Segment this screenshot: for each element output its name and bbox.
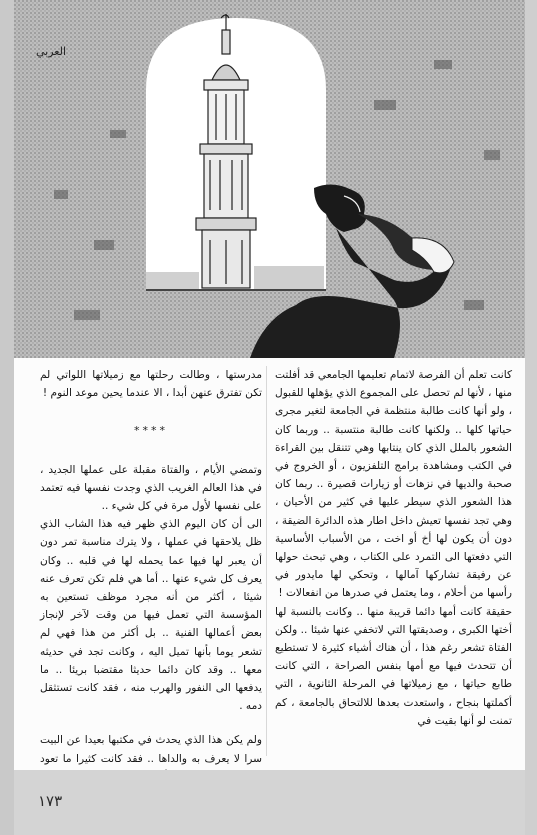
text-column-left — [40, 366, 262, 786]
right-margin-band — [525, 0, 537, 835]
paragraph: كانت تعلم أن الفرصة لاتمام تعليمها الجامعي قد أفلتت منها ، لأنها لم تحصل على المجموع الذي يؤهلها للقبول ، ولو أنها كانت طالبة منتظمة في الجامعة لتغير مجرى حياتها كلها .. ولكنها كانت طالبة منتسبة .. وربما كان الشعور بالملل الذي كان ينتابها وهي تتنقل بين القراءة في الكتب ومشاهدة برامج التلفزيون ، أو الخروج في صحبة والديها في نزهات أو زيارات قصيرة .. ربما كان هذا الشعور الذي سيطر عليها في كثير من الأحيان ، وهي تجد نفسها تعيش داخل اطار هذه الدائرة الضيقة ، دون أن يكون لها أخ أو اخت ، من الأسباب الأساسية التي دفعتها الى التمرد على الكتاب ، وهي تبحث حولها عن رفيقة تشاركها آمالها ، وتحكي لها مايدور في رأسها من أحلام ، وما يعتمل في صدرها من انفعالات ! — [275, 369, 512, 600]
left-margin-band — [0, 0, 14, 835]
paragraph: حقيقة كانت أمها دائما قريبة منها .. وكانت بالنسبة لها أختها الكبرى ، وصديقتها التي لاتخفي عنها شيئا .. ولكن الفتاة تشعر رغم هذا ، أن هناك أشياء كثيرة لا تستطيع أن تتحدث فيها مع أمها بنفس الصراحة ، التي كانت طابع حياتها ، مع زميلاتها في المرحلة الثانوية ، التي أكملتها بنجاح ، واستعدت بعدها للالتحاق بالجامعة ، كم تمنت لو أنها بقيت في — [275, 605, 512, 727]
illustration-minaret-woman — [14, 0, 525, 358]
page-number: ١٧٣ — [38, 792, 63, 810]
magazine-header-tag: العربي — [36, 45, 67, 58]
rooftops — [146, 272, 199, 290]
column-gutter — [266, 366, 267, 756]
page-footer-band — [14, 770, 525, 835]
section-divider: **** — [134, 424, 168, 438]
paragraph-continuation: مدرستها ، وطالت رحلتها مع زميلاتها اللواتي لم تكن تفترق عنهن أبدا ، الا عندما يحين موعد النوم ! — [40, 369, 262, 400]
paragraph: الى أن كان اليوم الذي ظهر فيه هذا الشاب الذي ظل يلاحقها في عملها ، ولا يترك مناسبة تمر دون أن يعبر لها فيها عما يحمله لها في قلبه .. وكان يعرف كل شيء عنها .. أما هي فلم تكن تعرف عنه شيئا ، أكثر من أنه مجرد موظف تستعين به المؤسسة التي تعمل فيها من وقت لآخر لإنجاز بعض أعمالها الفنية .. بل أكثر من هذا فهي لم تشعر يوما بأنها تميل اليه ، وكانت تجد في حديثه معها .. وقد كان دائما حديثا مقتضبا بريئا .. ما يدفعها الى النفور والهرب منه ، فقد كانت تستثقل دمه . — [40, 518, 262, 713]
paragraph: ولم يكن هذا الذي يحدث في مكتبها بعيدا عن البيت سرا لا يعرف به والداها .. فقد كانت كثيرا ما تعود — [40, 734, 262, 765]
story-illustration — [14, 0, 525, 358]
text-column-right — [275, 366, 512, 730]
paragraph: وتمضي الأيام ، والفتاة مقبلة على عملها الجديد ، في هذا العالم الغريب الذي وجدت نفسها فيه تعتمد على نفسها لأول مرة في كل شيء .. — [40, 463, 262, 513]
